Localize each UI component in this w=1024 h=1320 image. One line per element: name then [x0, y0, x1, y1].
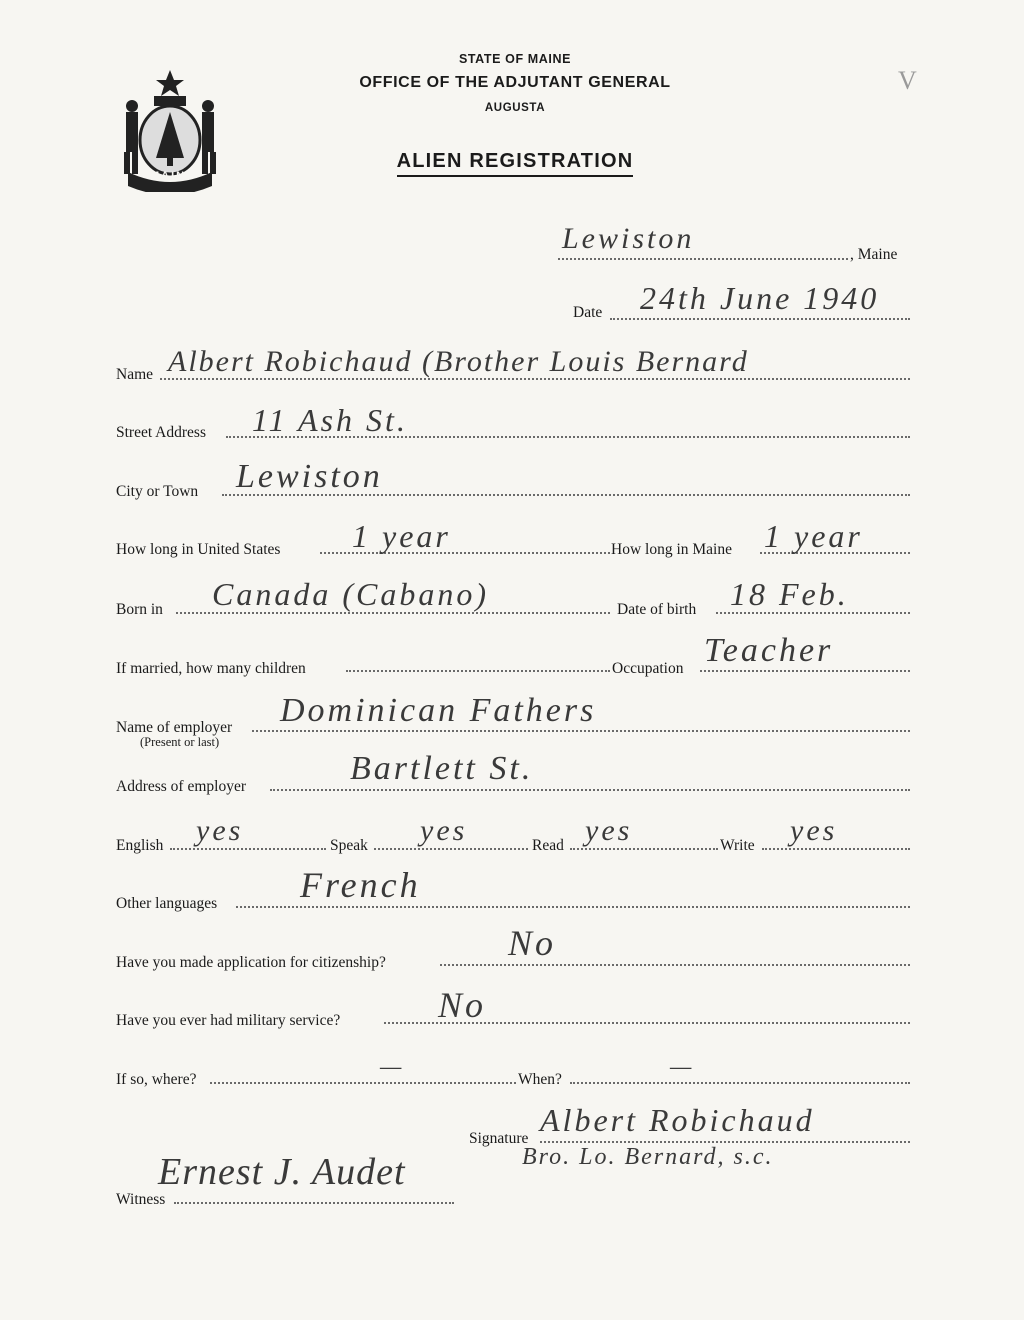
citizenship-label: Have you made application for citizenship?	[116, 954, 386, 971]
born-in-value: Canada (Cabano)	[212, 576, 489, 612]
seal-banner-text: MAINE	[150, 170, 196, 182]
header-office: OFFICE OF THE ADJUTANT GENERAL	[359, 74, 671, 91]
children-line	[346, 670, 610, 672]
write-label: Write	[720, 837, 755, 854]
name-value: Albert Robichaud (Brother Louis Bernard	[168, 345, 749, 378]
occupation-line	[700, 670, 910, 672]
witness-label: Witness	[116, 1191, 166, 1208]
date-value: 24th June 1940	[640, 280, 880, 316]
place-line	[558, 258, 848, 260]
witness-value: Ernest J. Audet	[158, 1151, 406, 1193]
write-value: yes	[790, 814, 838, 847]
page-title	[300, 150, 730, 173]
speak-value: yes	[420, 814, 468, 847]
when-label: When?	[518, 1071, 562, 1088]
citizenship-value: No	[508, 923, 557, 963]
other-languages-line	[236, 906, 910, 908]
speak-line	[374, 848, 528, 850]
how-long-us-label: How long in United States	[116, 541, 281, 558]
citizenship-line	[440, 964, 910, 966]
signature-value-line2: Bro. Lo. Bernard, s.c.	[522, 1144, 774, 1170]
place-suffix-label: , Maine	[850, 246, 898, 263]
employer-address-label: Address of employer	[116, 778, 246, 795]
signature-label: Signature	[469, 1130, 529, 1147]
witness-line	[174, 1202, 454, 1204]
how-long-us-value: 1 year	[352, 518, 451, 554]
employer-address-line	[270, 789, 910, 791]
corner-check-mark: V	[898, 66, 920, 95]
date-line	[610, 318, 910, 320]
occupation-label: Occupation	[612, 660, 684, 677]
date-label: Date	[573, 304, 603, 321]
occupation-value: Teacher	[704, 632, 834, 669]
name-label: Name	[116, 366, 154, 383]
page-title-text: ALIEN REGISTRATION	[397, 150, 634, 177]
employer-line	[252, 730, 910, 732]
where-line	[210, 1082, 516, 1084]
military-value: No	[438, 985, 487, 1025]
read-label: Read	[532, 837, 564, 854]
military-label: Have you ever had military service?	[116, 1012, 341, 1029]
when-value: —	[670, 1054, 695, 1080]
employer-value: Dominican Fathers	[280, 692, 597, 729]
where-label: If so, where?	[116, 1071, 197, 1088]
where-value: —	[380, 1054, 405, 1080]
english-value: yes	[196, 814, 244, 847]
english-label: English	[116, 837, 164, 854]
children-label: If married, how many children	[116, 660, 306, 677]
when-line	[570, 1082, 910, 1084]
other-languages-value: French	[300, 865, 421, 905]
street-label: Street Address	[116, 424, 206, 441]
employer-note: (Present or last)	[140, 735, 220, 749]
signature-line	[540, 1141, 910, 1143]
employer-address-value: Bartlett St.	[350, 750, 534, 787]
date-of-birth-label: Date of birth	[617, 601, 697, 618]
street-value: 11 Ash St.	[252, 402, 408, 438]
other-languages-label: Other languages	[116, 895, 218, 912]
speak-label: Speak	[330, 837, 368, 854]
header-state: STATE OF MAINE	[458, 52, 572, 66]
employer-label: Name of employer	[116, 719, 233, 736]
city-label: City or Town	[116, 483, 199, 500]
header-city: AUGUSTA	[484, 102, 546, 114]
how-long-maine-value: 1 year	[764, 518, 863, 554]
write-line	[762, 848, 910, 850]
place-value: Lewiston	[562, 222, 695, 255]
date-of-birth-value: 18 Feb.	[730, 576, 849, 612]
signature-value-line1: Albert Robichaud	[540, 1102, 815, 1138]
read-line	[570, 848, 718, 850]
english-line	[170, 848, 326, 850]
city-value: Lewiston	[236, 458, 383, 495]
born-in-label: Born in	[116, 601, 163, 618]
maine-state-seal	[118, 68, 222, 192]
how-long-maine-label: How long in Maine	[611, 541, 732, 558]
read-value: yes	[585, 814, 633, 847]
